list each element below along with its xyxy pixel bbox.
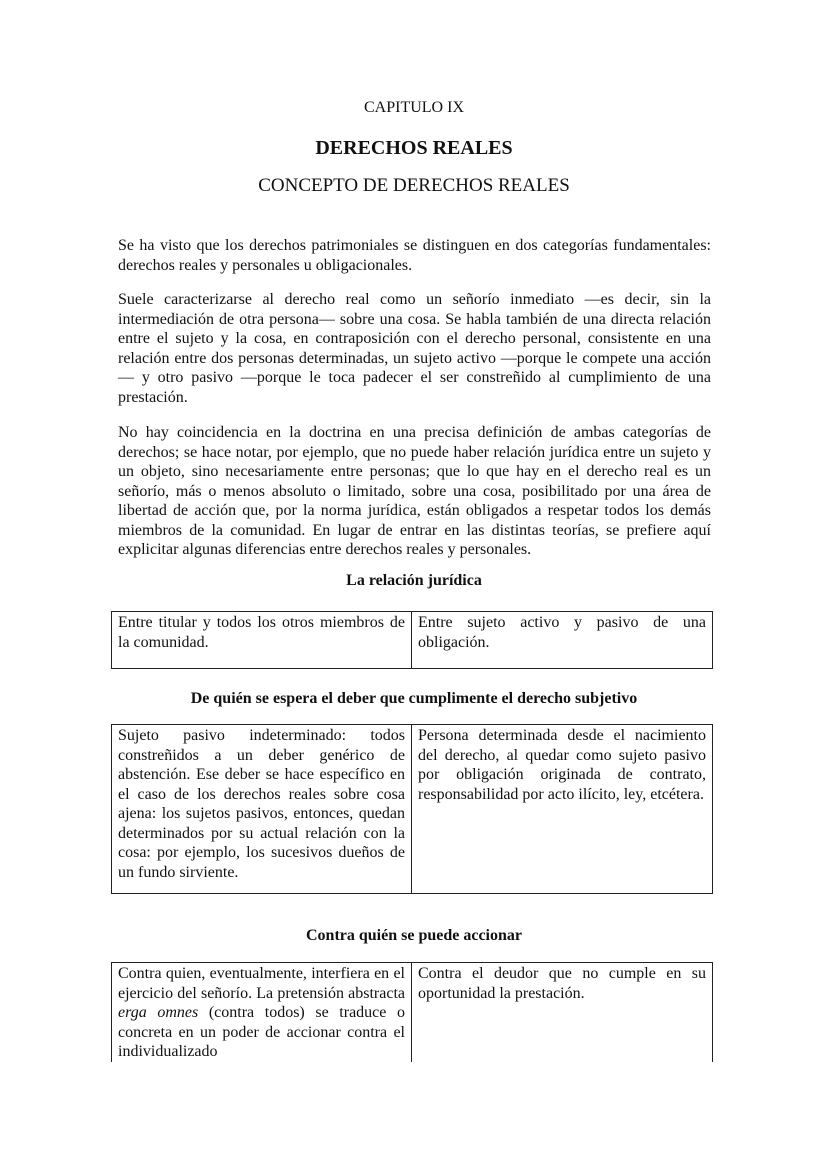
paragraph: Se ha visto que los derechos patrimoniales se distinguen en dos categorías fundamentales: derechos reales y personales u obligacionales.	[118, 237, 711, 274]
section-subtitle: CONCEPTO DE DERECHOS REALES	[258, 175, 570, 196]
comparison-table	[111, 724, 713, 894]
section-heading: De quién se espera el deber que cumplimente el derecho subjetivo	[190, 690, 638, 707]
chapter-label: CAPITULO IX	[364, 99, 464, 116]
table-cell-real	[112, 963, 412, 1063]
chapter-title: DERECHOS REALES	[315, 137, 513, 159]
section-heading: La relación jurídica	[346, 572, 482, 589]
comparison-table	[111, 962, 713, 1062]
table-cell-personal: Contra el deudor que no cumple en su oportunidad la prestación.	[412, 963, 713, 1063]
section-heading: Contra quién se puede accionar	[306, 927, 522, 944]
table-cell-real: Sujeto pasivo indeterminado: todos constreñidos a un deber genérico de abstención. Ese deber se hace específico en el caso de los derechos reales sobre cosa ajena: los sujetos pasivos, entonces, quedan determinados por su actual relación con la cosa: por ejemplo, los sucesivos dueños de un fundo sirviente.	[112, 725, 412, 894]
cell-text: (contra todos) se traduce o concreta en un poder de accionar contra el individualizado	[118, 1004, 405, 1060]
table-row	[112, 963, 713, 1063]
cell-text: Contra quien, eventualmente, interfiera en el ejercicio del señorío. La pretensión abstracta	[118, 965, 405, 1002]
paragraph: Suele caracterizarse al derecho real como un señorío inmediato —es decir, sin la intermediación de otra persona— sobre una cosa. Se habla también de una directa relación entre el sujeto y la cosa, en contraposición con el derecho personal, consistente en una relación entre dos personas determinadas, un sujeto activo —porque le compete una acción— y otro pasivo —porque le toca padecer el ser constreñido al cumplimiento de una prestación.	[118, 291, 711, 406]
table-cell-personal: Entre sujeto activo y pasivo de una obligación.	[412, 612, 713, 669]
paragraph: No hay coincidencia en la doctrina en una precisa definición de ambas categorías de derechos; se hace notar, por ejemplo, que no puede haber relación jurídica entre un sujeto y un objeto, sino necesariamente entre personas; que lo que hay en el derecho real es un señorío, más o menos absoluto o limitado, sobre una cosa, posibilitado por una área de libertad de acción que, por la norma jurídica, están obligados a respetar todos los demás miembros de la comunidad. En lugar de entrar en las distintas teorías, se prefiere aquí explicitar algunas diferencias entre derechos reales y personales.	[118, 424, 711, 558]
comparison-table	[111, 611, 713, 669]
table-cell-real: Entre titular y todos los otros miembros de la comunidad.	[112, 612, 412, 669]
table-row	[112, 725, 713, 894]
latin-term: erga omnes	[118, 1004, 199, 1021]
table-row	[112, 612, 713, 669]
table-cell-personal: Persona determinada desde el nacimiento del derecho, al quedar como sujeto pasivo por obligación originada de contrato, responsabilidad por acto ilícito, ley, etcétera.	[412, 725, 713, 894]
table-clip	[111, 962, 714, 1062]
